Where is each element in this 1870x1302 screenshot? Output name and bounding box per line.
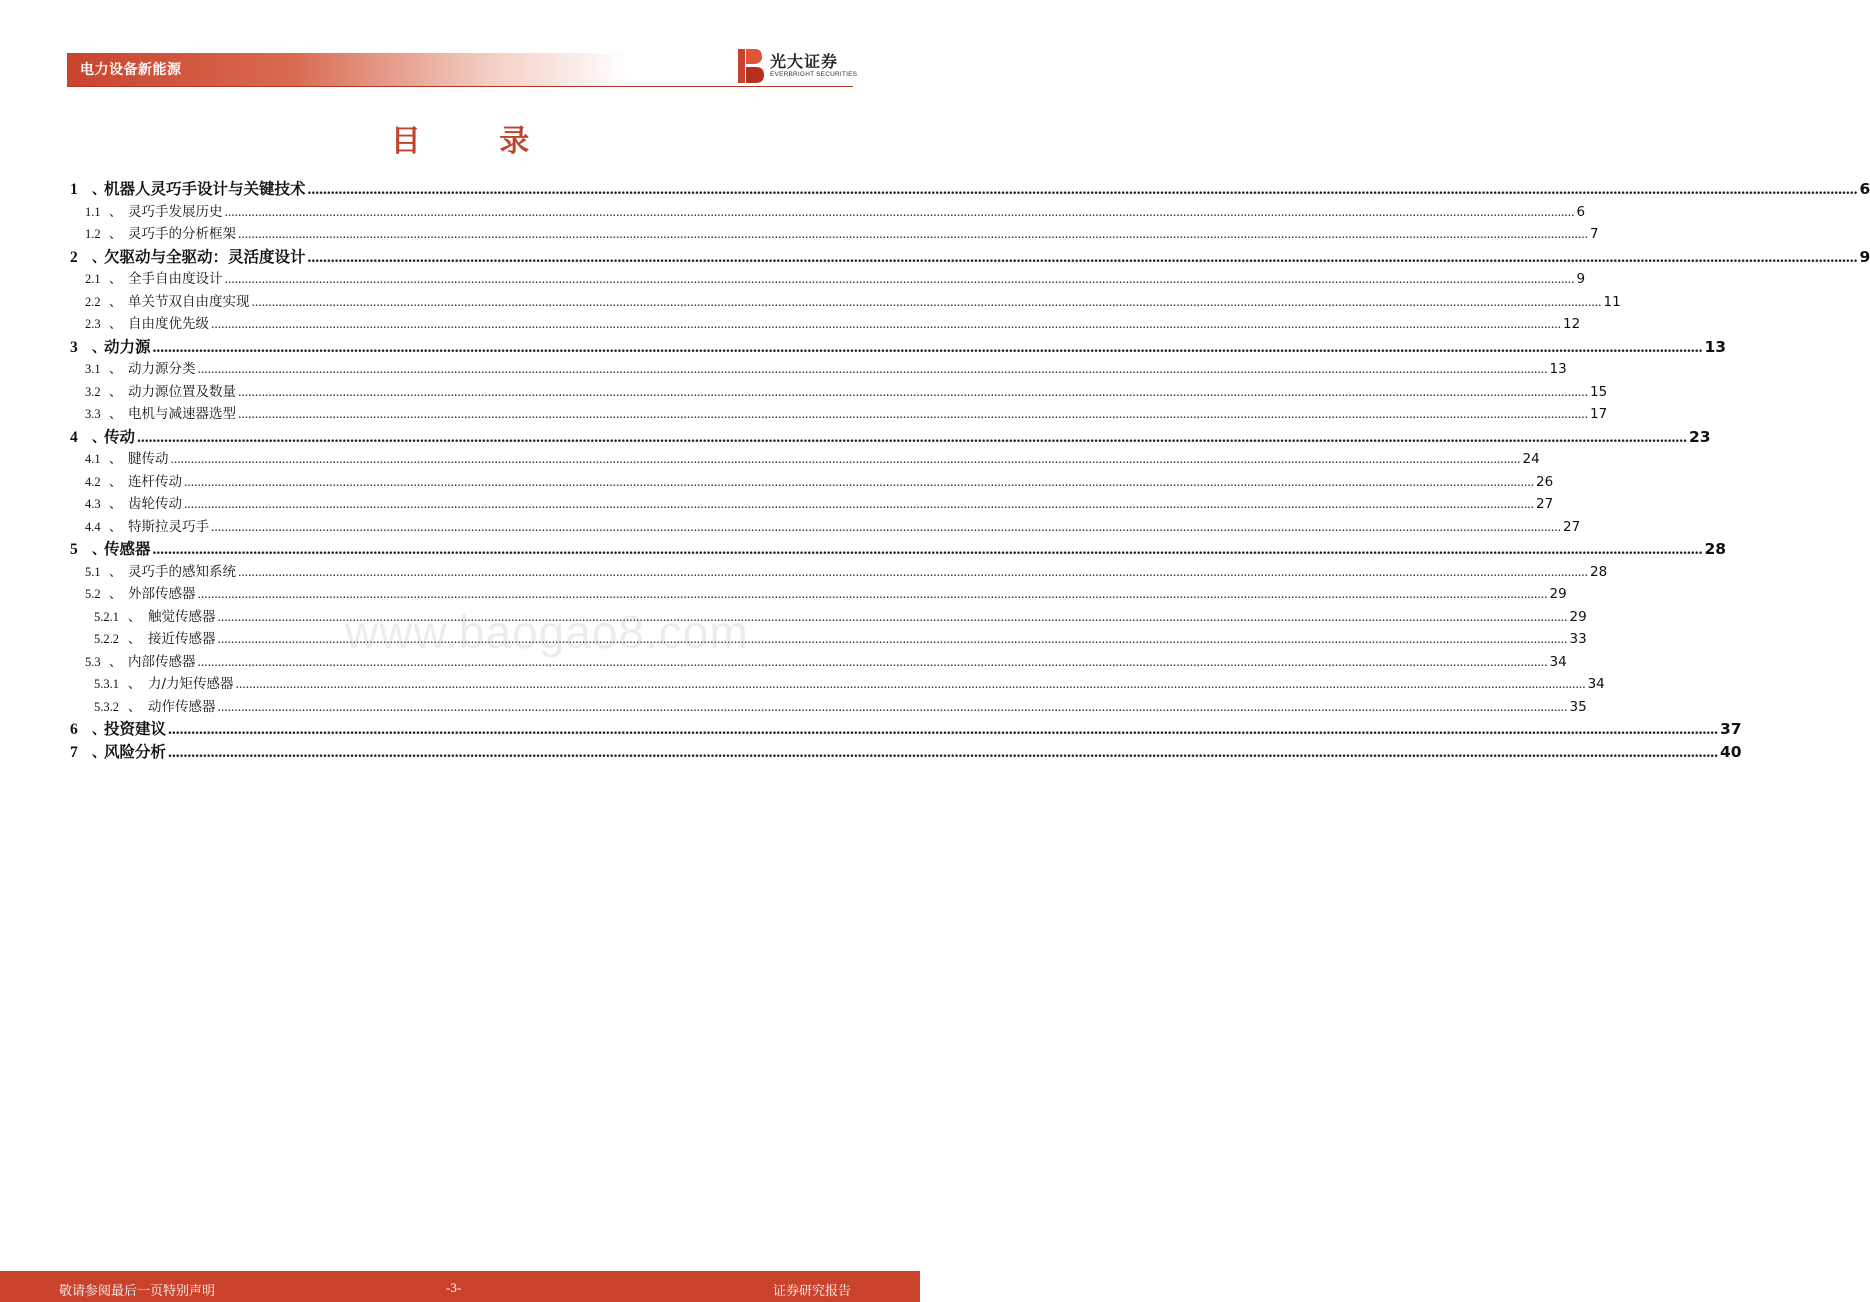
toc-entry-separator: 、: [128, 677, 142, 692]
toc-entry-title: 连杆传动: [128, 473, 182, 490]
toc-entry-number: 4.3: [85, 497, 101, 511]
toc-entry-title: 动力源: [104, 337, 151, 356]
toc-dot-leader: ................................................................................................................................................................................................................................................................................................................................................................................................................: [137, 428, 1688, 446]
toc-entry-separator: 、: [92, 339, 106, 356]
header-divider: [67, 86, 853, 87]
toc-dot-leader: ................................................................................................................................................................................................................................................................................................................................................................................................................: [217, 608, 1568, 624]
toc-entry-separator: 、: [109, 204, 123, 220]
toc-entry-number: 5.2: [85, 587, 101, 601]
toc-entry-number: 3: [70, 338, 78, 356]
toc-entry-number: 2: [70, 248, 78, 266]
toc-entry-number: 5.3.1: [94, 677, 119, 691]
toc-entry[interactable]: [70, 222, 1599, 245]
toc-entry-page: 24: [1522, 451, 1540, 467]
toc-dot-leader: ................................................................................................................................................................................................................................................................................................................................................................................................................: [168, 721, 1719, 738]
toc-entry-number: 3.1: [85, 362, 101, 376]
toc-entry[interactable]: [70, 447, 1540, 470]
toc-entry-separator: 、: [109, 474, 123, 490]
toc-entry[interactable]: [70, 672, 1605, 695]
toc-entry-number: 4: [70, 428, 78, 446]
toc-entry[interactable]: [70, 717, 1742, 740]
toc-entry[interactable]: [70, 470, 1554, 493]
toc-entry-separator: 、: [109, 497, 123, 512]
toc-entry-page: 6: [1859, 180, 1870, 198]
toc-dot-leader: ................................................................................................................................................................................................................................................................................................................................................................................................................: [238, 226, 1588, 241]
toc-entry-page: 37: [1720, 720, 1742, 738]
toc-entry-title: 力/力矩传感器: [148, 676, 234, 692]
toc-entry-separator: 、: [128, 632, 142, 647]
company-logo: [738, 47, 858, 85]
toc-entry-title: 传动: [104, 427, 136, 446]
toc-entry-separator: 、: [92, 249, 106, 266]
toc-entry-title: 动力源位置及数量: [128, 383, 236, 400]
toc-dot-leader: ................................................................................................................................................................................................................................................................................................................................................................................................................: [152, 338, 1703, 356]
toc-entry-number: 5.3: [85, 654, 101, 669]
toc-entry-page: 34: [1549, 653, 1567, 670]
toc-entry[interactable]: [70, 537, 1727, 560]
page-title: 目 录: [390, 124, 564, 159]
toc-entry-title: 电机与减速器选型: [128, 406, 236, 422]
toc-entry-title: 机器人灵巧手设计与关键技术: [104, 180, 306, 198]
toc-entry-separator: 、: [128, 609, 142, 625]
toc-entry-page: 35: [1569, 698, 1587, 715]
toc-dot-leader: ................................................................................................................................................................................................................................................................................................................................................................................................................: [197, 361, 1548, 376]
toc-entry-title: 自由度优先级: [128, 316, 209, 332]
toc-entry-number: 4.2: [85, 474, 101, 489]
toc-entry-separator: 、: [92, 744, 106, 761]
toc-entry-number: 6: [70, 721, 78, 738]
toc-entry-page: 27: [1536, 496, 1554, 512]
toc-entry-page: 9: [1859, 247, 1870, 266]
toc-dot-leader: ................................................................................................................................................................................................................................................................................................................................................................................................................: [217, 698, 1568, 714]
footer-report-type: 证券研究报告: [773, 1284, 852, 1299]
watermark: www.baogao8.com: [345, 606, 749, 658]
toc-dot-leader: ................................................................................................................................................................................................................................................................................................................................................................................................................: [235, 676, 1586, 691]
toc-entry-title: 触觉传感器: [148, 608, 216, 625]
toc-entry[interactable]: [70, 312, 1581, 335]
toc-dot-leader: ................................................................................................................................................................................................................................................................................................................................................................................................................: [307, 248, 1858, 266]
toc-entry-title: 特斯拉灵巧手: [128, 518, 209, 535]
toc-dot-leader: ................................................................................................................................................................................................................................................................................................................................................................................................................: [211, 316, 1561, 331]
toc-entry-number: 3.2: [85, 384, 101, 399]
toc-entry-title: 腱传动: [128, 451, 169, 467]
logo-chinese-name: 光大证券: [770, 52, 839, 71]
toc-entry[interactable]: [70, 560, 1608, 583]
toc-entry[interactable]: [70, 740, 1742, 763]
toc-entry-page: 34: [1587, 676, 1605, 692]
toc-entry-number: 2.2: [85, 294, 101, 309]
toc-entry-page: 33: [1569, 631, 1587, 647]
toc-entry[interactable]: [70, 200, 1586, 223]
toc-dot-leader: ................................................................................................................................................................................................................................................................................................................................................................................................................: [170, 451, 1521, 466]
toc-entry[interactable]: [70, 425, 1711, 448]
toc-dot-leader: ................................................................................................................................................................................................................................................................................................................................................................................................................: [224, 203, 1575, 219]
toc-entry-separator: 、: [109, 227, 123, 242]
toc-entry-page: 29: [1549, 586, 1567, 602]
toc-entry-title: 动力源分类: [128, 361, 196, 377]
toc-entry-separator: 、: [109, 654, 123, 670]
toc-entry-separator: 、: [109, 272, 123, 287]
toc-entry-separator: 、: [109, 407, 123, 422]
footer-disclaimer: 敬请参阅最后一页特别声明: [59, 1284, 216, 1299]
toc-dot-leader: ................................................................................................................................................................................................................................................................................................................................................................................................................: [251, 293, 1602, 309]
toc-dot-leader: ................................................................................................................................................................................................................................................................................................................................................................................................................: [238, 383, 1588, 399]
toc-entry-number: 7: [70, 743, 78, 761]
toc-dot-leader: ................................................................................................................................................................................................................................................................................................................................................................................................................: [211, 518, 1561, 534]
toc-entry[interactable]: [70, 357, 1567, 380]
toc-entry-number: 4.4: [85, 519, 101, 534]
toc-entry-number: 5.2.1: [94, 609, 119, 624]
toc-entry-separator: 、: [92, 722, 106, 738]
toc-entry-number: 1.1: [85, 204, 101, 219]
toc-entry-page: 27: [1563, 518, 1581, 535]
toc-entry-title: 灵巧手的感知系统: [128, 563, 236, 580]
toc-dot-leader: ................................................................................................................................................................................................................................................................................................................................................................................................................: [238, 406, 1588, 421]
toc-entry-title: 灵巧手的分析框架: [128, 226, 236, 242]
toc-dot-leader: ................................................................................................................................................................................................................................................................................................................................................................................................................: [168, 743, 1719, 761]
toc-entry-page: 7: [1590, 226, 1599, 242]
toc-entry-number: 5.3.2: [94, 699, 119, 714]
toc-entry-page: 13: [1704, 337, 1727, 356]
toc-dot-leader: ................................................................................................................................................................................................................................................................................................................................................................................................................: [197, 653, 1548, 669]
toc-entry-title: 外部传感器: [128, 586, 196, 602]
toc-entry-separator: 、: [109, 519, 123, 535]
toc-entry-separator: 、: [109, 362, 123, 377]
toc-entry-title: 欠驱动与全驱动：灵活度设计: [104, 247, 306, 266]
toc-entry-separator: 、: [109, 587, 123, 602]
logo-english-name: EVERBRIGHT SECURITIES: [770, 71, 858, 78]
toc-entry-separator: 、: [92, 542, 106, 558]
toc-entry-title: 动作传感器: [148, 698, 216, 715]
toc-entry-title: 投资建议: [104, 720, 167, 738]
toc-entry[interactable]: [70, 335, 1727, 358]
toc-entry[interactable]: [70, 695, 1587, 718]
toc-entry-title: 内部传感器: [128, 653, 196, 670]
footer-page-number: -3-: [446, 1280, 462, 1295]
toc-entry-page: 17: [1590, 406, 1608, 422]
toc-entry-separator: 、: [109, 294, 123, 310]
toc-dot-leader: ................................................................................................................................................................................................................................................................................................................................................................................................................: [217, 631, 1568, 646]
toc-dot-leader: ................................................................................................................................................................................................................................................................................................................................................................................................................: [184, 496, 1534, 511]
toc-entry-title: 灵巧手发展历史: [128, 203, 223, 220]
toc-entry-separator: 、: [109, 384, 123, 400]
toc-entry-separator: 、: [109, 564, 123, 580]
toc-entry-page: 28: [1590, 563, 1608, 580]
toc-entry[interactable]: [70, 290, 1621, 313]
toc-entry-separator: 、: [92, 182, 106, 198]
toc-entry-title: 传感器: [104, 540, 151, 558]
toc-entry-page: 11: [1603, 293, 1621, 310]
toc-dot-leader: ................................................................................................................................................................................................................................................................................................................................................................................................................: [197, 586, 1548, 601]
toc-entry[interactable]: [70, 267, 1586, 290]
toc-entry-title: 单关节双自由度实现: [128, 293, 250, 310]
logo-mark-icon: [738, 49, 764, 83]
toc-entry-number: 4.1: [85, 452, 101, 466]
toc-entry-number: 5.2.2: [94, 632, 119, 646]
toc-entry-separator: 、: [109, 452, 123, 467]
toc-entry-page: 15: [1590, 383, 1608, 400]
toc-dot-leader: ................................................................................................................................................................................................................................................................................................................................................................................................................: [307, 181, 1858, 198]
toc-entry-number: 5.1: [85, 564, 101, 579]
toc-entry-number: 2.3: [85, 317, 101, 331]
toc-entry-separator: 、: [92, 429, 106, 446]
toc-entry-separator: 、: [109, 317, 123, 332]
toc-entry-page: 28: [1704, 540, 1727, 558]
toc-entry-title: 全手自由度设计: [128, 271, 223, 287]
toc-entry-page: 12: [1563, 316, 1581, 332]
toc-entry-number: 3.3: [85, 407, 101, 421]
toc-entry-page: 9: [1576, 271, 1586, 287]
toc-dot-leader: ................................................................................................................................................................................................................................................................................................................................................................................................................: [184, 473, 1534, 489]
toc-entry-page: 40: [1720, 742, 1742, 761]
toc-entry-number: 5: [70, 541, 78, 558]
toc-entry-page: 29: [1569, 608, 1587, 625]
toc-entry[interactable]: [70, 582, 1567, 605]
toc-dot-leader: ................................................................................................................................................................................................................................................................................................................................................................................................................: [224, 271, 1575, 286]
toc-entry[interactable]: [70, 245, 1870, 268]
toc-entry-number: 2.1: [85, 272, 101, 286]
toc-entry-page: 13: [1549, 361, 1567, 377]
toc-entry[interactable]: [70, 492, 1554, 515]
toc-entry-title: 接近传感器: [148, 631, 216, 647]
toc-entry-page: 23: [1689, 427, 1711, 446]
toc-entry-number: 1.2: [85, 227, 101, 241]
section-label: 电力设备新能源: [80, 62, 182, 78]
table-of-contents: [70, 177, 1870, 762]
toc-entry-number: 1: [70, 181, 78, 198]
toc-entry-page: 6: [1576, 203, 1586, 220]
toc-entry[interactable]: [70, 515, 1581, 538]
toc-dot-leader: ................................................................................................................................................................................................................................................................................................................................................................................................................: [238, 563, 1588, 579]
toc-entry-title: 风险分析: [104, 742, 167, 761]
toc-entry-separator: 、: [128, 699, 142, 715]
toc-entry-title: 齿轮传动: [128, 496, 182, 512]
toc-entry-page: 26: [1536, 473, 1554, 490]
toc-entry[interactable]: [70, 402, 1608, 425]
toc-entry[interactable]: [70, 177, 1870, 200]
toc-entry[interactable]: [70, 380, 1608, 403]
toc-dot-leader: ................................................................................................................................................................................................................................................................................................................................................................................................................: [152, 541, 1703, 558]
